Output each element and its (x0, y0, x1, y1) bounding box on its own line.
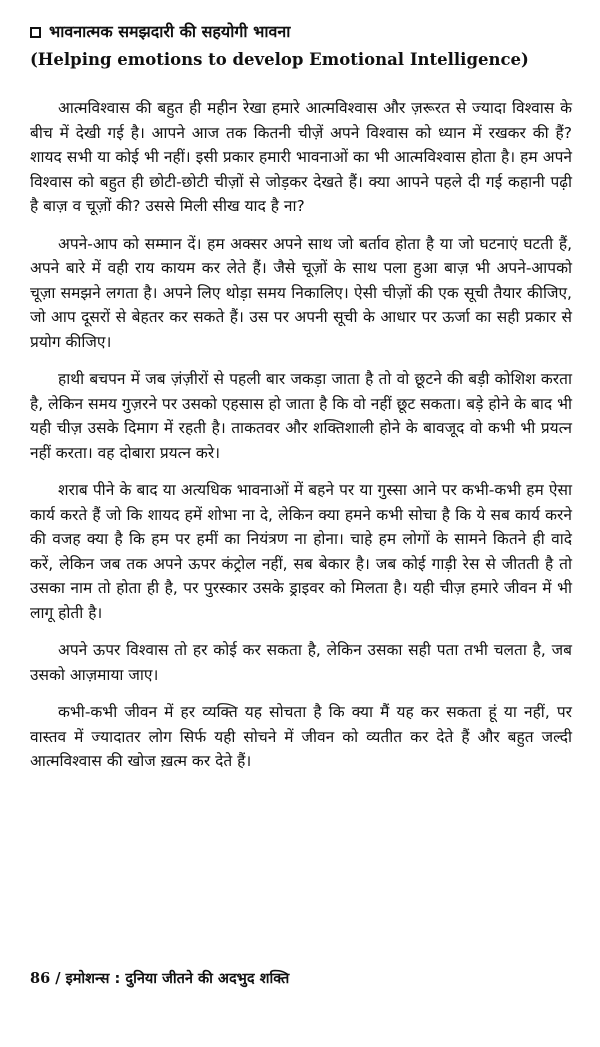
section-heading-hindi: भावनात्मक समझदारी की सहयोगी भावना (49, 22, 291, 41)
paragraph: अपने ऊपर विश्वास तो हर कोई कर सकता है, लेकिन उसका सही पता तभी चलता है, जब उसको आज़माया जाए। (30, 641, 572, 684)
paragraph: कभी-कभी जीवन में हर व्यक्ति यह सोचता है कि क्या मैं यह कर सकता हूं या नहीं, पर वास्तव में ज्यादातर लोग सिर्फ यही सोचने में जीवन को व्यतीत कर देते हैं और बहुत जल्दी आत्मविश्वास की खोज ख़त्म कर देते हैं। (30, 703, 572, 770)
paragraph: आत्मविश्वास की बहुत ही महीन रेखा हमारे आत्मविश्वास और ज़रूरत से ज्यादा विश्वास के बीच में देखी गई है। आपने आज तक कितनी चीज़ें अपने विश्वास को ध्यान में रखकर की हैं? शायद सभी या कोई भी नहीं। इसी प्रकार हमारी भावनाओं का भी आत्मविश्वास होता है। हम अपने विश्वास को बहुत ही छोटी-छोटी चीज़ों से जोड़कर देखते हैं। क्या आपने पहले दी गई कहानी पढ़ी है बाज़ व चूज़ों की? उससे मिली सीख याद है ना? (30, 99, 572, 215)
book-title: इमोशन्स : दुनिया जीतने की अदभुद शक्ति (65, 971, 290, 987)
section-heading (30, 20, 572, 44)
body-text (30, 96, 572, 774)
checkbox-bullet-icon (30, 27, 41, 38)
page-footer (30, 968, 289, 990)
paragraph: शराब पीने के बाद या अत्यधिक भावनाओं में बहने पर या गुस्सा आने पर कभी-कभी हम ऐसा कार्य करते हैं जो कि शायद हमें शोभा ना दे, लेकिन क्या हमने कभी सोचा है कि ये सब कार्य करने की वजह क्या है कि हम पर हमीं का नियंत्रण ना होना। चाहे हम लोगों के सामने कितने ही वादे करें, लेकिन जब तक अपने ऊपर कंट्रोल नहीं, सब बेकार है। जब कोई गाड़ी रेस से जीतती है तो उसका नाम तो होता ही है, पर पुरस्कार उसके ड्राइवर को मिलता है। यही चीज़ हमारे जीवन में भी लागू होती है। (30, 481, 572, 622)
paragraph: अपने-आप को सम्मान दें। हम अक्सर अपने साथ जो बर्ताव होता है या जो घटनाएं घटती हैं, अपने बारे में वही राय कायम कर लेते हैं। जैसे चूज़ों के साथ पला हुआ बाज़ भी अपने-आपको चूज़ा समझने लगता है। अपने लिए थोड़ा समय निकालिए। ऐसी चीज़ों की एक सूची तैयार कीजिए, जो आप दूसरों से बेहतर कर सकते हैं। उस पर अपनी सूची के आधार पर ऊर्जा का सही प्रकार से प्रयोग कीजिए। (30, 234, 572, 351)
page-number: 86 / (30, 970, 61, 987)
section-heading-english: (Helping emotions to develop Emotional Intelligence) (30, 50, 529, 69)
paragraph: हाथी बचपन में जब ज़ंज़ीरों से पहली बार जकड़ा जाता है तो वो छूटने की बड़ी कोशिश करता है, लेकिन समय गुज़रने पर उसको एहसास हो जाता है कि वो नहीं छूट सकता। बड़े होने के बाद भी यही चीज़ उसके दिमाग में रहती है। ताकतवर और शक्तिशाली होने के बावजूद वो कभी भी प्रयत्न नहीं करता। वह दोबारा प्रयत्न करे। (30, 370, 572, 462)
